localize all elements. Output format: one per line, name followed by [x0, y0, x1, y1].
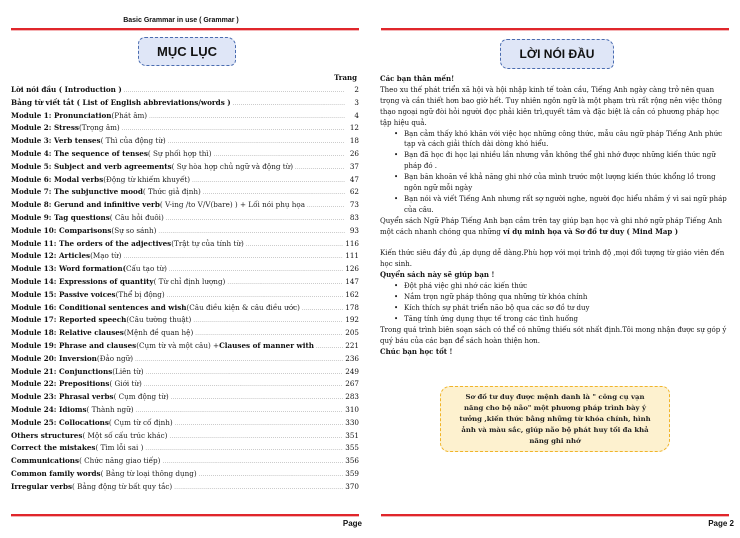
toc-entry-extra: Clauses of manner with	[219, 340, 315, 350]
toc-entry[interactable]	[11, 148, 359, 161]
toc-entry-subtitle: ( Sự hòa hợp chủ ngữ và động từ)	[171, 161, 294, 171]
toc-entry-page: 73	[349, 200, 359, 210]
toc-entry-subtitle: (Sự so sánh)	[111, 225, 157, 235]
toc-entry-title: Others structures	[11, 430, 83, 440]
toc-entry[interactable]	[11, 225, 359, 238]
toc-entry-title: Irregular verbs	[11, 481, 73, 491]
leader-dots	[169, 431, 343, 444]
toc-entry-page: 83	[349, 212, 359, 222]
preface-page	[372, 0, 740, 538]
toc-entry-page: 62	[349, 187, 359, 197]
list-item: • Đột phá việc ghi nhớ các kiến thức	[394, 281, 732, 292]
toc-entry-page: 356	[345, 456, 359, 466]
toc-entry[interactable]	[11, 122, 359, 135]
toc-entry-subtitle: ( Thức giả định)	[142, 187, 201, 197]
benefits-heading: Quyển sách này sẽ giúp bạn !	[380, 270, 495, 280]
toc-entry-title: Module 19: Phrase and clauses	[11, 340, 137, 350]
toc-entry-page: 351	[345, 430, 359, 440]
toc-entry-page: 283	[345, 392, 359, 402]
leader-dots	[192, 175, 345, 188]
toc-entry-title: Module 2: Stress	[11, 123, 79, 133]
list-item: • Bạn nói và viết Tiếng Anh nhưng rất sợ người nghe, người đọc hiểu nhầm ý vì sai ngữ pháp của câu.	[394, 194, 732, 216]
toc-entry-page: 330	[345, 417, 359, 427]
toc-entry[interactable]	[11, 289, 359, 302]
leader-dots	[175, 418, 344, 431]
toc-entry-page: 249	[345, 366, 359, 376]
leader-dots	[145, 443, 343, 456]
page-footer: Page	[342, 519, 362, 528]
toc-entry-title: Module 10: Comparisons	[11, 225, 112, 235]
toc-entry-subtitle: (Trọng âm)	[78, 123, 120, 133]
toc-entry-subtitle: (Phát âm)	[111, 110, 148, 120]
toc-entry-title: Module 16: Conditional sentences and wish	[11, 302, 187, 312]
toc-entry[interactable]	[11, 161, 359, 174]
toc-entry[interactable]	[11, 276, 359, 289]
leader-dots	[227, 277, 343, 290]
leader-dots	[193, 315, 343, 328]
toc-entry-page: 3	[354, 97, 359, 107]
toc-entry-subtitle: (Câu điều kiện & câu điều ước)	[186, 302, 300, 312]
footer-rule	[381, 514, 729, 516]
toc-entry[interactable]	[11, 430, 359, 443]
toc-entry-subtitle: (Đảo ngữ)	[96, 353, 134, 363]
toc-entry-subtitle: (Động từ khiếm khuyết)	[103, 174, 191, 184]
toc-entry-page: 26	[349, 148, 359, 158]
toc-entry[interactable]	[11, 302, 359, 315]
toc-entry-subtitle: ( Cụm từ cố định)	[108, 417, 173, 427]
toc-entry[interactable]	[11, 468, 359, 481]
list-item: • Nắm trọn ngữ pháp thông qua những từ khóa chính	[394, 292, 732, 303]
toc-entry[interactable]	[11, 250, 359, 263]
leader-dots	[174, 482, 343, 495]
toc-entry-subtitle: (Mạo từ)	[90, 251, 122, 261]
toc-entry[interactable]	[11, 366, 359, 379]
leader-dots	[135, 354, 343, 367]
toc-entry-subtitle: ( V-ing /to V/V(bare) ) + Lối nói phụ họa	[159, 200, 305, 210]
toc-entry[interactable]	[11, 186, 359, 199]
toc-entry-page: 147	[345, 276, 359, 286]
toc-entry-page: 4	[354, 110, 359, 120]
toc-entry-page: 236	[345, 353, 359, 363]
toc-entry[interactable]	[11, 110, 359, 123]
toc-entry-title: Bảng từ viết tắt ( List of English abbreviations/words )	[11, 97, 231, 107]
toc-entry-title: Module 1: Pronunciation	[11, 110, 112, 120]
toc-entry-title: Module 4: The sequence of tenses	[11, 148, 148, 158]
toc-entry-page: 221	[345, 340, 359, 350]
toc-entry-title: Communications	[11, 456, 80, 466]
toc-entry-title: Correct the mistakes	[11, 443, 96, 453]
leader-dots	[144, 379, 343, 392]
list-item: • Tăng tính ứng dụng thực tế trong các tình huống	[394, 314, 732, 325]
toc-entry-title: Module 5: Subject and verb agreements	[11, 161, 172, 171]
toc-entry-page: 47	[349, 174, 359, 184]
greeting: Các bạn thân mến!	[380, 74, 455, 83]
leader-dots	[146, 367, 344, 380]
toc-entry-page: 2	[354, 85, 359, 94]
leader-dots	[307, 200, 345, 213]
toc-entry[interactable]	[11, 212, 359, 225]
benefits-list	[394, 281, 732, 325]
toc-entry[interactable]	[11, 417, 359, 430]
toc-entry[interactable]	[11, 84, 359, 97]
toc-entry-title: Module 17: Reported speech	[11, 315, 127, 325]
toc-entry-title: Module 9: Tag questions	[11, 212, 110, 222]
toc-entry-subtitle: ( Bảng từ loại thông dụng)	[100, 468, 197, 478]
toc-entry-page: 93	[349, 225, 359, 235]
leader-dots	[295, 162, 345, 175]
toc-entry-title: Module 15: Passive voices	[11, 289, 116, 299]
spacer	[380, 238, 732, 249]
toc-entry-page: 111	[345, 251, 359, 261]
toc-entry-subtitle: (Câu tường thuật)	[126, 315, 192, 325]
toc-entry-title: Module 7: The subjunctive mood	[11, 187, 143, 197]
toc-entry[interactable]	[11, 238, 359, 251]
toc-entry-title: Module 8: Gerund and infinitive verb	[11, 200, 160, 210]
toc-entry-subtitle: ( Tìm lỗi sai )	[95, 443, 144, 453]
toc-entry-subtitle: ( Giới từ)	[109, 379, 142, 389]
toc-page-column-header: Trang	[334, 73, 357, 82]
toc-entry[interactable]	[11, 481, 359, 494]
signoff: Chúc bạn học tốt !	[380, 346, 453, 356]
toc-entry-subtitle: ( Sự phối hợp thì)	[147, 148, 212, 158]
toc-entry[interactable]	[11, 391, 359, 404]
toc-entry-subtitle: ( Thì của động từ)	[100, 136, 166, 146]
toc-entry[interactable]	[11, 135, 359, 148]
toc-entry-subtitle: ( Chức năng giao tiếp)	[79, 456, 161, 466]
knowledge-paragraph: Kiến thức siêu đầy đủ ,áp dụng dễ dàng.Phù hợp với mọi trình độ ,mọi đối tượng từ giáo viên đến học sinh.	[380, 249, 725, 269]
leader-dots	[233, 98, 345, 111]
toc-entry[interactable]	[11, 340, 359, 353]
toc-entry-page: 12	[349, 123, 359, 133]
closing-paragraph: Trong quá trình biên soạn sách có thể có những thiếu sót nhất định.Tôi mong nhận được sự góp ý quý báu của các bạn để sách hoàn thiện hơn.	[380, 325, 727, 345]
toc-entry-page: 355	[345, 443, 359, 453]
toc-entry-page: 359	[345, 468, 359, 478]
toc-entry-title: Module 20: Inversion	[11, 353, 97, 363]
toc-entry-subtitle: ( Thành ngữ)	[86, 404, 134, 414]
toc-entry-subtitle: (Trật tự của tính từ)	[171, 238, 244, 248]
toc-entry[interactable]	[11, 353, 359, 366]
preface-body	[380, 74, 732, 358]
preface-title: LỜI NÓI ĐẦU	[500, 39, 614, 69]
toc-entry-title: Module 22: Prepositions	[11, 379, 110, 389]
toc-entry-title: Module 11: The orders of the adjectives	[11, 238, 172, 248]
mind-map-callout: Sơ đồ tư duy được mệnh danh là " công cụ vạn năng cho bộ não" một phương pháp trình bày ý tưởng ,kiến thức bằng những từ khóa chính, hình ảnh và màu sắc, giúp não bộ phát huy tối đa khả năng ghi nhớ	[440, 386, 670, 452]
toc-entry-subtitle: ( Một số cấu trúc khác)	[82, 430, 168, 440]
book-intro-paragraph	[380, 216, 732, 238]
toc-entry-title: Module 14: Expressions of quantity	[11, 276, 154, 286]
page-footer: Page 2	[708, 519, 734, 528]
toc-entry-page: 178	[345, 302, 359, 312]
toc-entry[interactable]	[11, 199, 359, 212]
toc-entry-subtitle: (Mệnh đề quan hệ)	[123, 328, 194, 338]
table-of-contents	[11, 84, 359, 494]
toc-entry-page: 126	[345, 264, 359, 274]
intro-paragraph: Theo xu thế phát triển xã hội và hội nhập kinh tế toàn cầu, Tiếng Anh ngày càng trở nên quan trọng và cần thiết hơn bao giờ hết. Tuy nhiên ngôn ngữ là một phạm trù rất rộng nên việc thông thạo ngoại ngữ đòi hỏi người đọc phải kiên trì,quyết tâm và đặc biệt là cần có phương pháp học tập hiệu quả.	[380, 85, 723, 127]
leader-dots	[149, 111, 345, 124]
toc-entry-subtitle: ( Cụm động từ)	[113, 392, 169, 402]
toc-entry-title: Module 23: Phrasal verbs	[11, 392, 114, 402]
toc-entry-subtitle: (Liên từ)	[112, 366, 144, 376]
leader-dots	[316, 341, 343, 354]
leader-dots	[302, 303, 343, 316]
toc-entry[interactable]	[11, 174, 359, 187]
toc-entry-page: 116	[345, 238, 359, 248]
book-intro-highlight: ví dụ minh họa và Sơ đồ tư duy ( Mind Map )	[503, 226, 679, 236]
toc-title: MỤC LỤC	[138, 37, 236, 66]
toc-entry-subtitle: ( Bảng động từ bất quy tắc)	[72, 481, 173, 491]
toc-entry-subtitle: (Cụm từ và một câu) +	[136, 340, 220, 350]
toc-entry-title: Module 3: Verb tenses	[11, 136, 101, 146]
toc-entry-page: 370	[345, 481, 359, 491]
running-header: Basic Grammar in use ( Grammar )	[123, 17, 239, 24]
toc-entry-page: 267	[345, 379, 359, 389]
book-intro-text: Quyển sách Ngữ Pháp Tiếng Anh bạn cầm trên tay giúp bạn học và ghi nhớ ngữ pháp Tiếng Anh một cách nhanh chóng qua những	[380, 216, 723, 236]
toc-entry-page: 162	[345, 289, 359, 299]
toc-entry-title: Module 25: Collocations	[11, 417, 109, 427]
toc-entry-subtitle: ( Từ chỉ định lượng)	[153, 276, 226, 286]
toc-entry-page: 18	[349, 136, 359, 146]
list-item: • Bạn băn khoăn về khả năng ghi nhớ của mình trước một lượng kiến thức khổng lồ trong ngôn ngữ mỗi ngày	[394, 172, 732, 194]
list-item: • Kích thích sự phát triển não bộ qua các sơ đồ tư duy	[394, 303, 732, 314]
toc-entry-title: Lời nói đầu ( Introduction )	[11, 85, 122, 94]
footer-rule	[11, 514, 359, 516]
toc-entry-title: Module 21: Conjunctions	[11, 366, 113, 376]
leader-dots	[199, 469, 344, 482]
toc-entry-page: 192	[345, 315, 359, 325]
toc-entry-title: Common family words	[11, 468, 101, 478]
toc-entry[interactable]	[11, 442, 359, 455]
toc-entry-title: Module 13: Word formation(	[11, 264, 126, 274]
toc-page	[0, 0, 362, 538]
problems-list	[394, 129, 732, 216]
leader-dots	[246, 239, 343, 252]
toc-entry-page: 310	[345, 404, 359, 414]
toc-entry[interactable]	[11, 314, 359, 327]
leader-dots	[166, 213, 345, 226]
toc-entry[interactable]	[11, 263, 359, 276]
toc-entry-title: Module 18: Relative clauses	[11, 328, 124, 338]
leader-dots	[171, 392, 344, 405]
toc-entry[interactable]	[11, 378, 359, 391]
toc-entry-page: 205	[345, 328, 359, 338]
toc-entry[interactable]	[11, 97, 359, 110]
toc-entry[interactable]	[11, 455, 359, 468]
toc-entry-subtitle: ( Câu hỏi đuôi)	[109, 212, 164, 222]
list-item: • Bạn đã học đi học lại nhiều lần nhưng vẫn không thể ghi nhớ được những kiến thức ngữ pháp đó .	[394, 150, 732, 172]
toc-entry-subtitle: Cấu tạo từ)	[125, 264, 167, 274]
toc-entry[interactable]	[11, 404, 359, 417]
toc-entry-title: Module 24: Idioms	[11, 404, 87, 414]
toc-entry-subtitle: (Thể bị động)	[115, 289, 165, 299]
toc-entry-page: 37	[349, 161, 359, 171]
toc-entry-title: Module 6: Modal verbs	[11, 174, 104, 184]
header-rule	[381, 28, 729, 30]
toc-entry-title: Module 12: Articles	[11, 251, 91, 261]
toc-entry[interactable]	[11, 327, 359, 340]
list-item: • Bạn cảm thấy khó khăn với việc học những công thức, mẫu câu ngữ pháp Tiếng Anh phức tạp và cách giải thích dài dòng khó hiểu.	[394, 129, 732, 151]
header-rule	[11, 28, 359, 30]
